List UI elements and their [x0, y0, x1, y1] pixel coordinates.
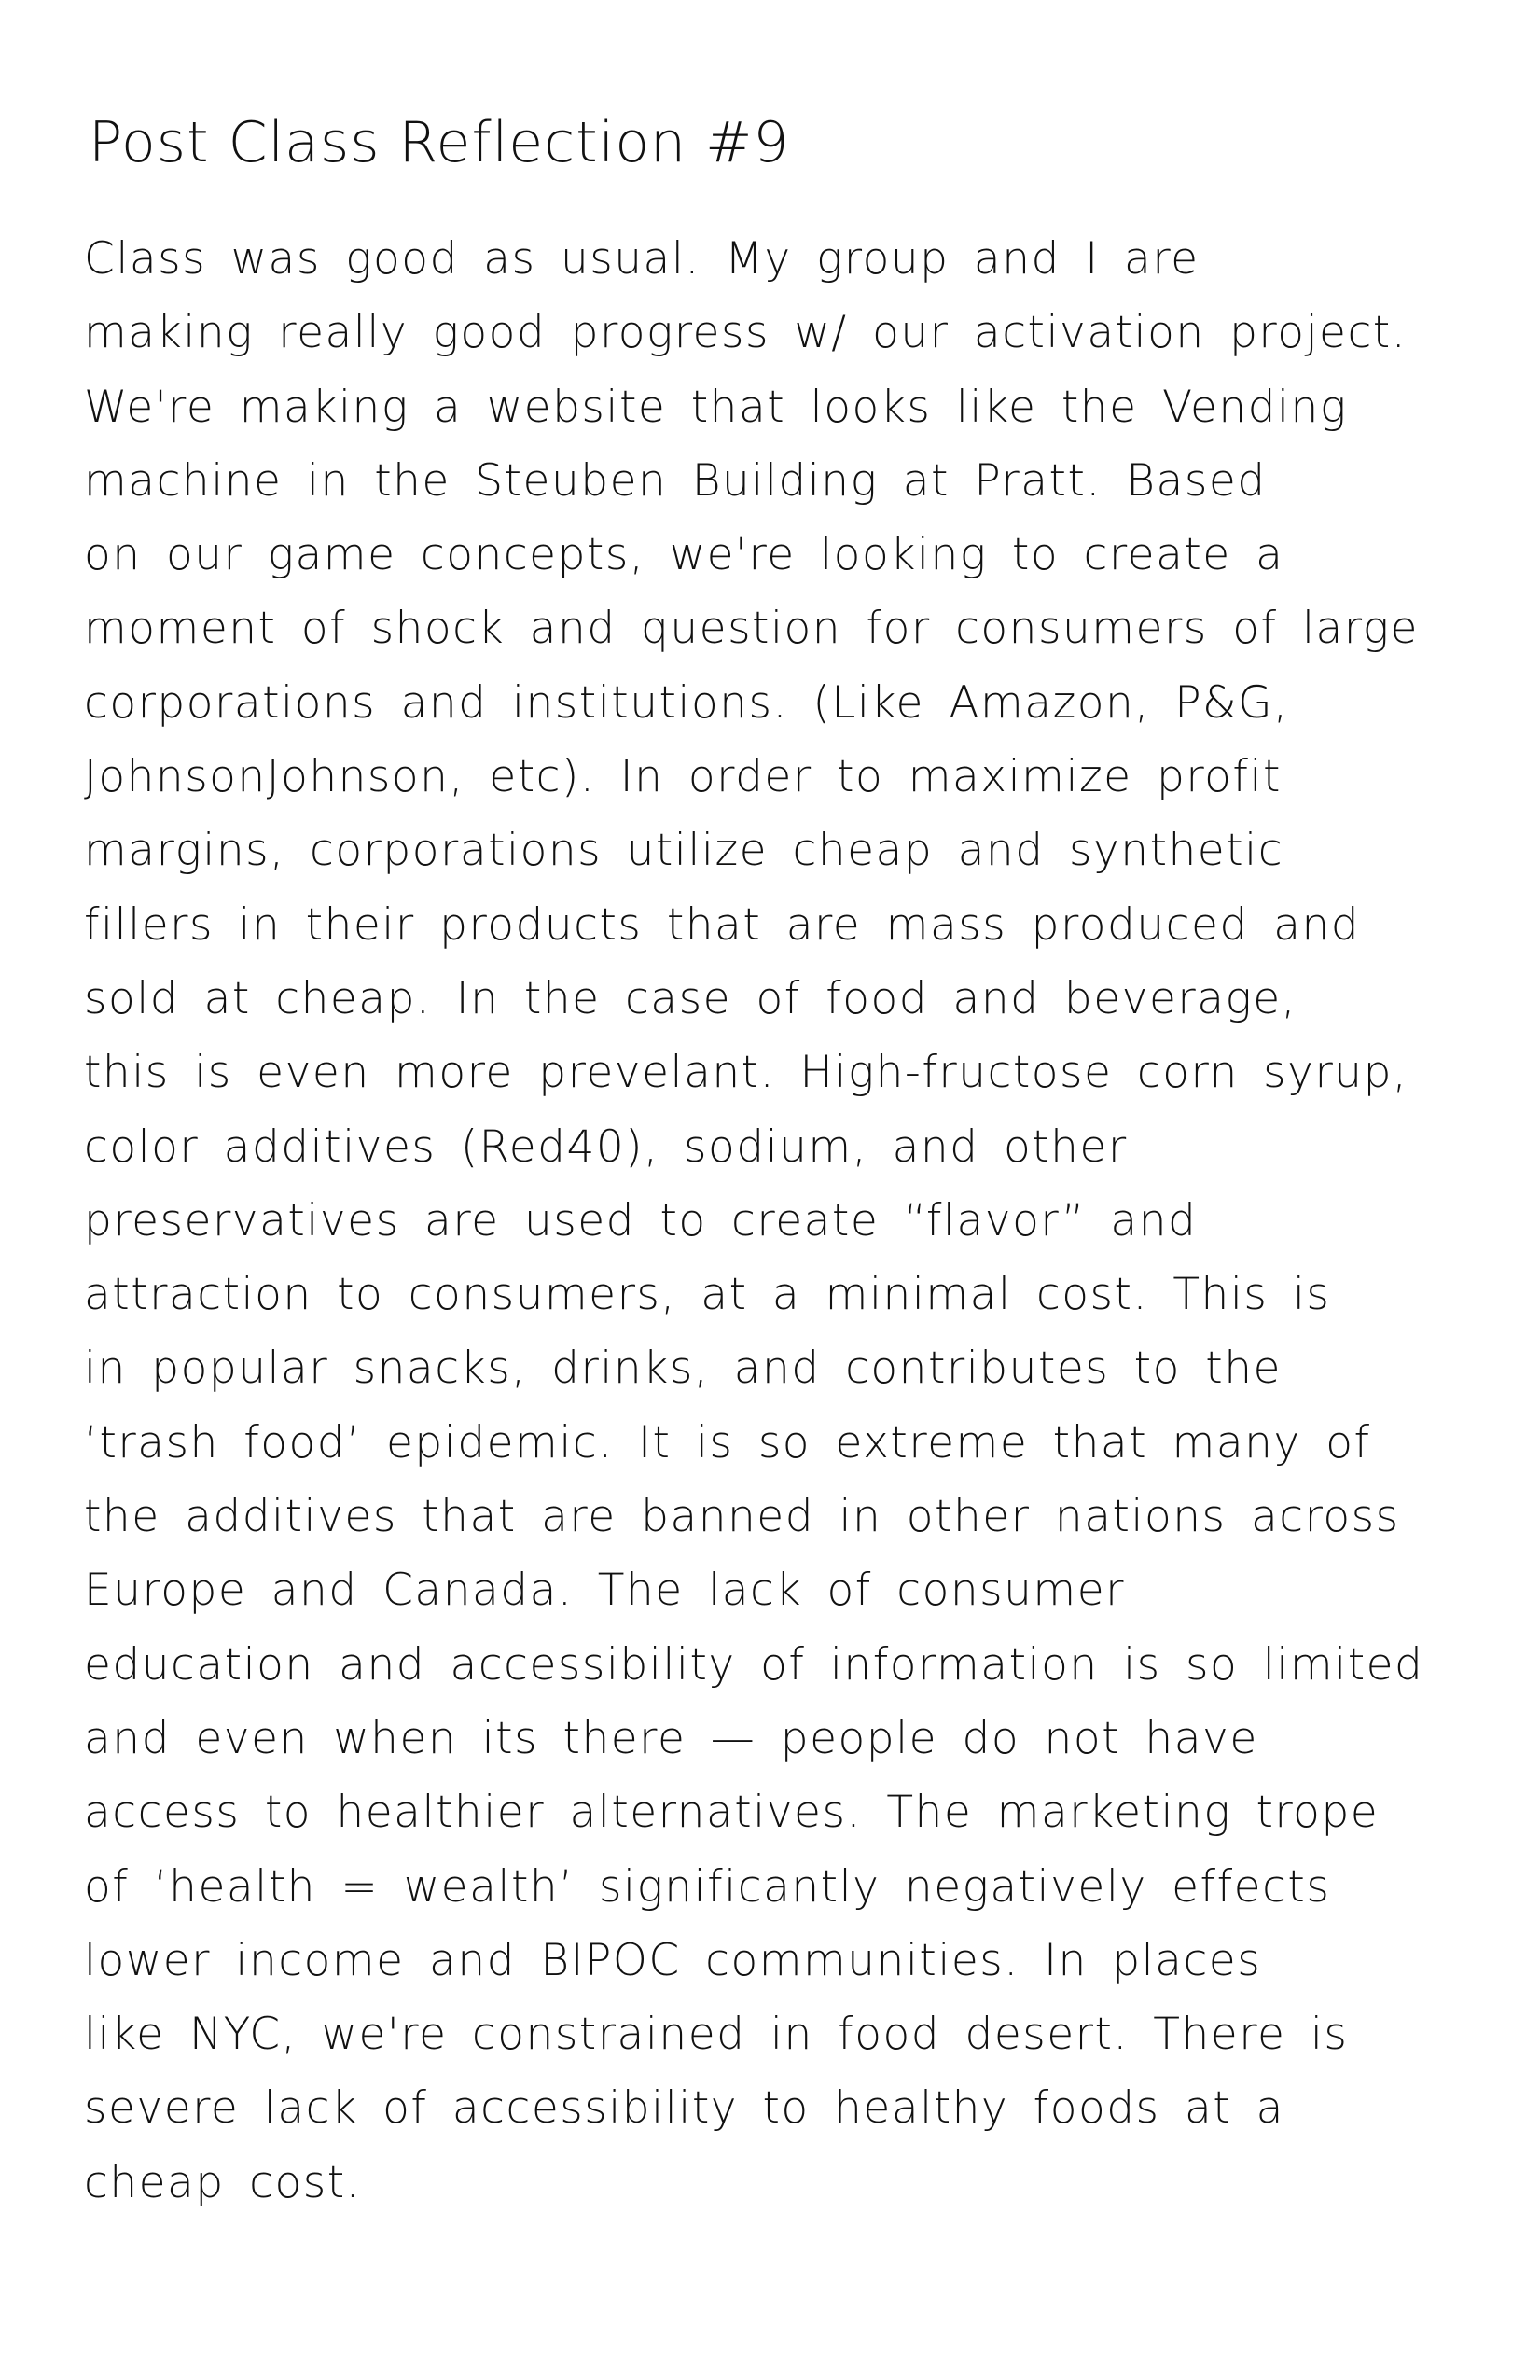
text-line: attraction to consumers, at a minimal cost. This is — [84, 1269, 1331, 1321]
text-line: ‘trash food’ epidemic. It is so extreme that many of — [84, 1416, 1371, 1468]
text-line: We're making a website that looks like the Vending — [84, 381, 1348, 433]
text-line: in popular snacks, drinks, and contributes to the — [84, 1343, 1282, 1395]
text-line: machine in the Steuben Building at Pratt. Based — [84, 454, 1267, 507]
text-line: this is even more prevelant. High-fructose corn syrup, — [84, 1047, 1408, 1099]
page-title: Post Class Reflection #9 — [89, 110, 790, 175]
text-line: Europe and Canada. The lack of consumer — [84, 1565, 1125, 1617]
text-line: JohnsonJohnson, etc). In order to maximize profit — [84, 751, 1282, 803]
text-line: making really good progress w/ our activation project. — [84, 307, 1408, 359]
text-line: fillers in their products that are mass produced and — [84, 898, 1361, 951]
text-line: the additives that are banned in other nations across — [84, 1491, 1400, 1543]
text-line: on our game concepts, we're looking to create a — [84, 529, 1284, 581]
text-line: corporations and institutions. (Like Amazon, P&G, — [84, 676, 1289, 729]
text-line: sold at cheap. In the case of food and beverage, — [84, 972, 1297, 1024]
text-line: moment of shock and question for consumers of large — [84, 603, 1419, 655]
text-line: color additives (Red40), sodium, and other — [84, 1120, 1128, 1173]
text-line: education and accessibility of information is so limited — [84, 1638, 1424, 1691]
text-line: margins, corporations utilize cheap and synthetic — [84, 825, 1284, 877]
text-line: Class was good as usual. My group and I are — [84, 233, 1200, 285]
text-line: of ‘health = wealth’ significantly negatively effects — [84, 1860, 1331, 1913]
text-line: severe lack of accessibility to healthy foods at a — [84, 2082, 1284, 2135]
reflection-body — [84, 222, 1464, 2220]
text-line: and even when its there — people do not have — [84, 1712, 1258, 1764]
text-line: lower income and BIPOC communities. In places — [84, 1934, 1262, 1986]
text-line: like NYC, we're constrained in food desert. There is — [84, 2009, 1349, 2061]
text-line: cheap cost. — [84, 2156, 362, 2208]
text-line: access to healthier alternatives. The marketing trope — [84, 1787, 1380, 1839]
text-line: preservatives are used to create “flavor” and — [84, 1194, 1198, 1246]
